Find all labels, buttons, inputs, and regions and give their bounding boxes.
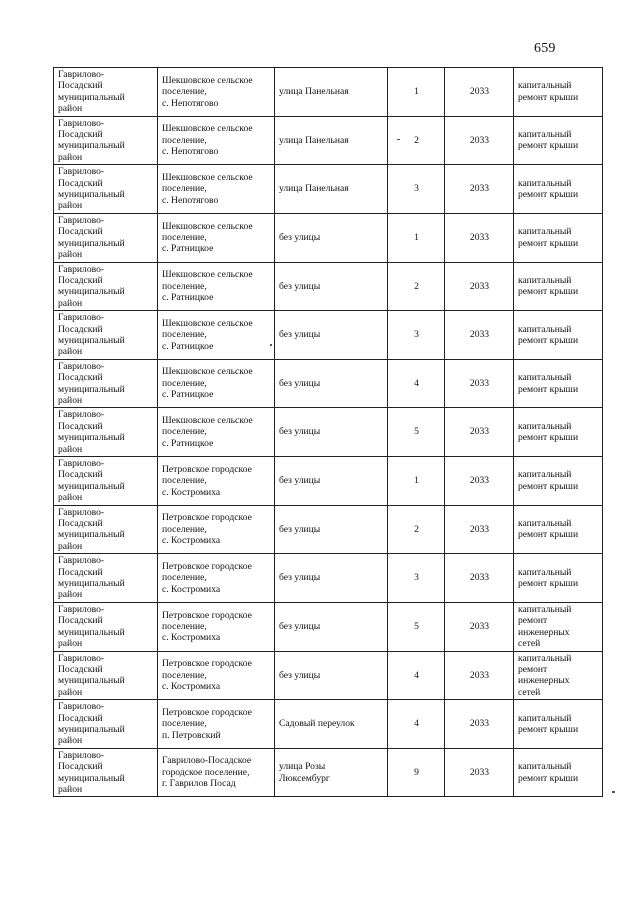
cell-work-type-text: капитальный ремонт крыши [518,80,579,103]
cell-district [54,213,158,262]
cell-work-type [514,262,603,311]
cell-house-number [388,748,445,797]
cell-settlement-text: Петровское городское поселение, с. Костромиха [162,658,252,693]
table-row [54,311,603,360]
cell-settlement [158,748,275,797]
cell-street [275,700,388,749]
cell-district [54,554,158,603]
cell-work-type-text: капитальный ремонт крыши [518,323,579,346]
cell-house-number-text: 3 [414,183,419,195]
cell-district-text: Гаврилово- Посадский муниципальный район [58,166,125,212]
cell-year-text: 2033 [469,183,490,195]
cell-year-text: 2033 [469,718,490,730]
cell-street-text: без улицы [279,475,321,487]
cell-house-number-text: 1 [414,475,419,487]
table-row [54,651,603,700]
cell-year-text: 2033 [469,86,490,98]
cell-street-text: без улицы [279,329,321,341]
table-row [54,554,603,603]
cell-district [54,116,158,165]
table-row [54,457,603,506]
cell-settlement-text: Шекшовское сельское поселение, с. Ратницкое [162,366,253,401]
cell-district-text: Гаврилово- Посадский муниципальный район [58,214,125,261]
cell-year-text: 2033 [469,377,490,389]
cell-street-text: улица Панельная [279,183,349,195]
cell-house-number-text: 2 [414,134,419,146]
cell-district-text: Гаврилово- Посадский муниципальный район [58,360,125,406]
cell-district-text: Гаврилово- Посадский муниципальный район [58,555,125,601]
cell-settlement [158,116,275,165]
cell-district [54,700,158,749]
cell-settlement [158,554,275,603]
cell-district [54,408,158,457]
cell-street [275,505,388,554]
scan-speck [270,344,272,346]
table-row [54,68,603,117]
cell-settlement [158,213,275,262]
cell-settlement-text: Гаврилово-Посадское городское поселение, г. Гаврилов Посад [162,755,252,790]
cell-district-text: Гаврилово- Посадский муниципальный район [58,701,125,747]
cell-district [54,311,158,360]
table-row [54,213,603,262]
cell-work-type [514,408,603,457]
cell-house-number-text: 5 [414,426,419,438]
table-row [54,408,603,457]
cell-settlement [158,457,275,506]
cell-house-number [388,116,445,165]
cell-work-type [514,651,603,700]
cell-street-text: без улицы [279,523,321,535]
cell-district-text: Гаврилово- Посадский муниципальный район [58,69,125,115]
cell-district-text: Гаврилово- Посадский муниципальный район [58,749,125,795]
cell-street [275,651,388,700]
cell-house-number [388,554,445,603]
cell-house-number [388,311,445,360]
cell-house-number [388,700,445,749]
cell-district [54,359,158,408]
cell-settlement [158,408,275,457]
cell-settlement-text: Петровское городское поселение, с. Костромиха [162,463,252,498]
cell-work-type [514,68,603,117]
cell-settlement-text: Шекшовское сельское поселение, с. Ратницкое [162,220,253,255]
cell-year-text: 2033 [469,475,490,487]
cell-settlement-text: Петровское городское поселение, п. Петровский [162,706,252,741]
cell-settlement-text: Шекшовское сельское поселение, с. Непотягово [162,123,253,158]
cell-district [54,602,158,651]
cell-street-text: улица Панельная [279,86,349,98]
cell-street [275,68,388,117]
cell-house-number-text: 2 [414,280,419,292]
cell-house-number-text: 9 [414,766,419,778]
cell-year [445,602,514,651]
table-row [54,700,603,749]
cell-year-text: 2033 [469,426,490,438]
scan-speck [612,791,615,793]
cell-year-text: 2033 [469,572,490,584]
cell-district-text: Гаврилово- Посадский муниципальный район [58,458,125,504]
cell-settlement-text: Петровское городское поселение, с. Костромиха [162,609,252,644]
cell-work-type-text: капитальный ремонт крыши [518,712,579,735]
cell-district [54,68,158,117]
table-row [54,602,603,651]
cell-street [275,602,388,651]
cell-work-type-text: капитальный ремонт крыши [518,372,579,395]
cell-house-number [388,165,445,214]
table-row [54,505,603,554]
cell-street-text: улица Розы Люксембург [279,761,330,784]
cell-work-type [514,359,603,408]
cell-settlement [158,651,275,700]
cell-work-type-text: капитальный ремонт крыши [518,761,579,784]
cell-work-type [514,457,603,506]
cell-district-text: Гаврилово- Посадский муниципальный район [58,652,125,698]
cell-house-number [388,68,445,117]
cell-street-text: Садовый переулок [279,718,355,730]
cell-work-type [514,116,603,165]
cell-work-type-text: капитальный ремонт крыши [518,518,579,541]
cell-district [54,505,158,554]
cell-street-text: без улицы [279,620,321,632]
cell-year [445,457,514,506]
cell-settlement [158,311,275,360]
cell-street [275,213,388,262]
cell-house-number [388,359,445,408]
cell-settlement [158,359,275,408]
cell-work-type-text: капитальный ремонт крыши [518,420,579,444]
cell-district [54,457,158,506]
scan-speck [397,139,400,140]
cell-year-text: 2033 [469,134,490,146]
cell-house-number-text: 4 [414,669,419,681]
cell-house-number-text: 2 [414,523,419,535]
table-row [54,165,603,214]
table-row [54,748,603,797]
cell-work-type-text: капитальный ремонт крыши [518,566,579,590]
cell-street [275,457,388,506]
cell-settlement-text: Шекшовское сельское поселение, с. Ратницкое [162,317,253,352]
cell-year [445,748,514,797]
table-row [54,262,603,311]
cell-year [445,68,514,117]
cell-house-number [388,505,445,554]
table-row [54,359,603,408]
cell-street-text: улица Панельная [279,134,349,146]
cell-street-text: без улицы [279,669,321,681]
cell-year [445,165,514,214]
cell-year [445,554,514,603]
cell-settlement-text: Шекшовское сельское поселение, с. Ратницкое [162,415,253,449]
cell-work-type [514,602,603,651]
cell-district-text: Гаврилово- Посадский муниципальный район [58,603,125,650]
cell-settlement [158,505,275,554]
cell-year [445,213,514,262]
cell-house-number [388,262,445,311]
cell-year [445,359,514,408]
cell-work-type [514,554,603,603]
cell-year-text: 2033 [469,329,490,341]
cell-work-type-text: капитальный ремонт крыши [518,129,579,152]
cell-work-type [514,311,603,360]
cell-house-number [388,457,445,506]
cell-year [445,651,514,700]
cell-district-text: Гаврилово- Посадский муниципальный район [58,409,125,455]
cell-district-text: Гаврилово- Посадский муниципальный район [58,117,125,163]
cell-district [54,748,158,797]
cell-year-text: 2033 [469,620,490,632]
cell-work-type [514,165,603,214]
cell-district [54,262,158,311]
cell-settlement-text: Шекшовское сельское поселение, с. Непотягово [162,74,253,109]
cell-house-number [388,408,445,457]
cell-street-text: без улицы [279,572,321,584]
cell-year [445,262,514,311]
cell-year [445,116,514,165]
cell-work-type [514,748,603,797]
cell-settlement-text: Петровское городское поселение, с. Костромиха [162,560,252,595]
table-row [54,116,603,165]
cell-house-number-text: 3 [414,329,419,341]
cell-year-text: 2033 [469,231,490,243]
cell-house-number-text: 4 [414,377,419,389]
cell-work-type-text: капитальный ремонт инженерных сетей [518,603,572,650]
cell-house-number [388,651,445,700]
cell-year-text: 2033 [469,669,490,681]
cell-street-text: без улицы [279,426,321,438]
cell-street [275,748,388,797]
cell-district-text: Гаврилово- Посадский муниципальный район [58,263,125,309]
cell-house-number [388,213,445,262]
cell-work-type-text: капитальный ремонт крыши [518,226,579,249]
cell-house-number [388,602,445,651]
registry-table [53,67,603,797]
cell-settlement-text: Шекшовское сельское поселение, с. Ратницкое [162,269,253,304]
cell-house-number-text: 3 [414,572,419,584]
cell-work-type-text: капитальный ремонт инженерных сетей [518,652,572,698]
cell-district [54,165,158,214]
cell-year-text: 2033 [469,766,490,778]
cell-house-number-text: 1 [414,231,419,243]
cell-year [445,505,514,554]
cell-house-number-text: 5 [414,620,419,632]
cell-street [275,116,388,165]
cell-house-number-text: 4 [414,718,419,730]
cell-district-text: Гаврилово- Посадский муниципальный район [58,312,125,358]
cell-house-number-text: 1 [414,86,419,98]
cell-work-type-text: капитальный ремонт крыши [518,274,579,298]
cell-settlement-text: Шекшовское сельское поселение, с. Непотягово [162,171,253,206]
cell-street [275,311,388,360]
registry-table-body [54,68,603,797]
cell-year-text: 2033 [469,280,490,292]
cell-work-type-text: капитальный ремонт крыши [518,177,579,201]
cell-settlement [158,700,275,749]
cell-settlement [158,262,275,311]
cell-work-type-text: капитальный ремонт крыши [518,469,579,492]
cell-street [275,554,388,603]
page-number: 659 [534,41,556,56]
cell-street [275,408,388,457]
cell-settlement [158,68,275,117]
cell-street [275,262,388,311]
cell-year [445,700,514,749]
cell-district [54,651,158,700]
cell-work-type [514,505,603,554]
cell-street-text: без улицы [279,377,321,389]
cell-district-text: Гаврилово- Посадский муниципальный район [58,506,125,552]
cell-street-text: без улицы [279,280,321,292]
cell-year-text: 2033 [469,523,490,535]
cell-street [275,165,388,214]
cell-settlement-text: Петровское городское поселение, с. Костромиха [162,512,252,547]
cell-year [445,311,514,360]
cell-work-type [514,700,603,749]
cell-street [275,359,388,408]
cell-settlement [158,602,275,651]
cell-work-type [514,213,603,262]
cell-street-text: без улицы [279,231,321,243]
cell-settlement [158,165,275,214]
cell-year [445,408,514,457]
